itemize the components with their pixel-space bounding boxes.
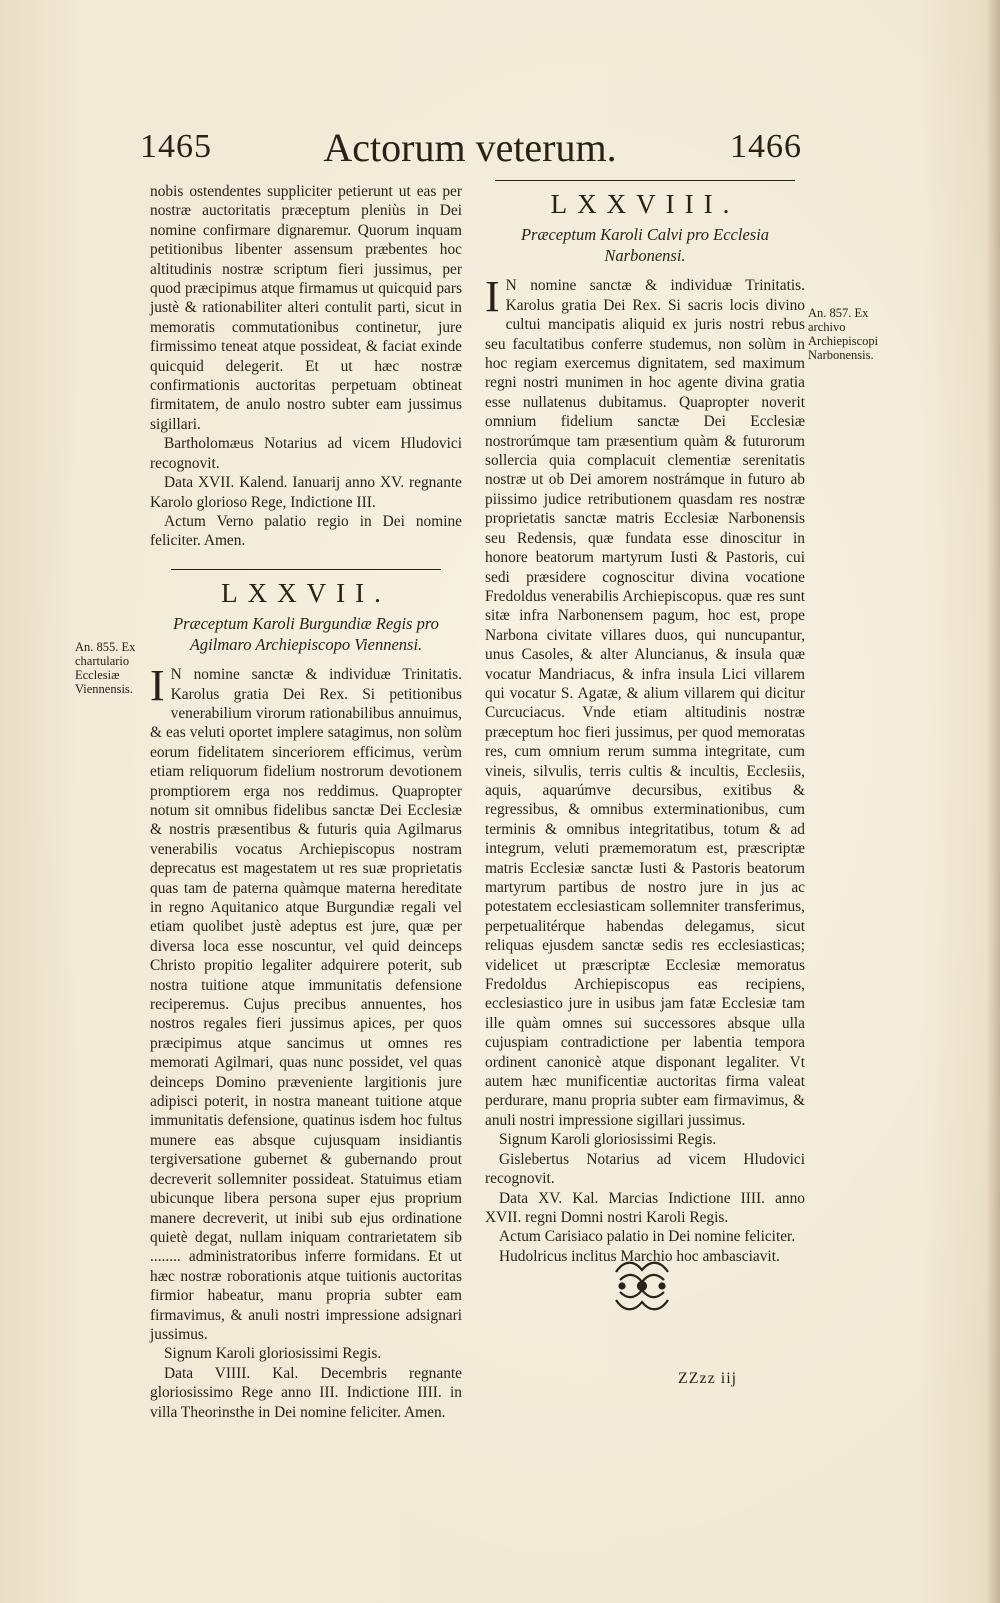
paragraph: nobis ostendentes suppliciter petierunt ut eas per nostræ auctoritatis præceptum pleniùs in Dei nomine confirmare dignaremur. Quorum inquam petitionibus libenter assensum præbentes hoc altitudinis nostræ scriptum fieri jussimus, per quod præcipimus atque firmamus ut quicquid pars justè & rationabiliter alteri contulit parti, sicut in memoratis commutationibus continetur, jure firmissimo teneat atque possideat, & faciat exinde quicquid delegerit. Et ut hæc nostræ confirmationis auctoritas perpetuam obtineat firmitatem, de anulo nostro subter eam jussimus sigillari. xyxy=(150,183,462,433)
paragraph: Gislebertus Notarius ad vicem Hludovici recognovit. xyxy=(485,1150,805,1188)
margin-note: An. 855. Ex chartulario Ecclesiæ Viennensis. xyxy=(75,640,136,696)
page-number-right: 1466 xyxy=(730,128,802,165)
page-number-left: 1465 xyxy=(140,128,212,165)
right-column xyxy=(485,180,805,1266)
paragraph: Bartholomæus Notarius ad vicem Hludovici recognovit. xyxy=(150,435,462,472)
section-title: Præceptum Karoli Burgundiæ Regis pro Agilmaro Archiepiscopo Viennensi. xyxy=(173,614,439,655)
section-number: LXXVII. xyxy=(221,577,391,608)
paragraph: Actum Carisiaco palatio in Dei nomine feliciter. xyxy=(499,1228,796,1246)
paragraph: Signum Karoli gloriosissimi Regis. xyxy=(499,1131,717,1149)
printer-ornament-icon xyxy=(612,1258,672,1314)
running-title: Actorum veterum. xyxy=(323,125,617,170)
charter-text xyxy=(150,661,462,1344)
charter-text xyxy=(485,272,805,1130)
page-edge-shadow xyxy=(986,0,1000,1603)
section-rule xyxy=(495,180,795,181)
drop-cap: I xyxy=(150,661,165,711)
drop-cap: I xyxy=(485,272,500,322)
section-number: LXXVIII. xyxy=(550,189,740,219)
paragraph: Data XV. Kal. Marcias Indictione IIII. anno XVII. regni Domni nostri Karoli Regis. xyxy=(485,1189,805,1226)
charter-body: N nomine sanctæ & individuæ Trinitatis. Karolus gratia Dei Rex. Si petitionibus venerabilium virorum rationabilibus annuimus, & eas veluti oportet implere satagimus, non solùm eorum fidelitatem sinceriorem efficimus, verùm etiam reliquorum fidelium nostrorum devotionem promptiorem erga nos reddimus. Quapropter notum sit omnibus fidelibus sanctæ Dei Ecclesiæ & nostris præsentibus & futuris quia Agilmarus venerabilis vocatus Archiepiscopus nostram deprecatus est magestatem ut res suæ proprietatis quas tam de paterna quàmque materna hereditate in regno Aquitanico atque Burgundiæ regali vel etiam quolibet justè adeptus est jure, quæ per diversa loca esse noscuntur, vel quid deinceps Christo propitio legaliter adquirere poterit, sub nostra tuitione atque immunitatis defensione reciperemus. Cujus precibus annuentes, hos nostros regales fieri jussimus apices, per quos præcipimus atque sancimus ut omnes res memorati Agilmari, quas nunc possidet, vel quas deinceps Domino præveniente largitionis jure adipisci poterit, in nostra maneant tuitione atque immunitatis defensione, quatinus isdem hoc fultus munere eas absque cujusquam insidiantis tergiversatione gubernet & gubernando prout decreverit sollemniter possideat. Statuimus etiam ubicunque libera persona super ejus proprium manere decreverit, ut inibi sub ejus ordinatione quietè degat, nullam iniquam contrarietatem sib ........ administratoribus inferre formidans. Et ut hæc nostræ roborationis atque tuitionis auctoritas firmior habeatur, manu propria subter eam firmavimus, & anuli nostri impressione adsignari jussimus. xyxy=(150,666,462,1343)
gathering-signature: ZZzz iij xyxy=(678,1370,738,1387)
left-column xyxy=(150,182,462,1422)
paragraph: Hudolricus inclitus Marchio hoc ambasciavit. xyxy=(499,1247,780,1265)
charter-body: N nomine sanctæ & individuæ Trinitatis. Karolus gratia Dei Rex. Si sacris locis divino cultui mancipatis aliquid ex juris nostri rebus seu facultatibus conferre studemus, non solùm in hoc regiam exercemus dignitatem, sed maximum regni nostri munimen in hoc agente divina gratia esse nullatenus dubitamus. Quapropter noverit omnium fidelium sanctæ Dei Ecclesiæ nostrorúmque tam præsentium quàm & futurorum sollercia quia complacuit clementiæ serenitatis nostræ ut ob Dei amorem nostrámque in futuro ab piissimo judice retributionem quasdam res nostræ proprietatis sanctæ matris Ecclesiæ Narbonensis seu Redensis, quæ fundata esse dinoscitur in honore beatorum martyrum Iusti & Pastoris, cui sedi præsidere cognoscitur divina vocatione Fredoldus venerabilis Archiepiscopus. quæ res sunt sitæ infra Narbonensem pagum, hoc est, prope Narbona civitate villares duos, qui nuncupantur, unus Casoles, & alter Aluncianus, & insula quæ vocatur Mandriacus, & infra insula Lici villarem qui vocatur S. Agatæ, & alium villarem qui dicitur Curcuciacus. Vnde etiam altitudinis nostræ præceptum hoc fieri jussimus, per quod memoratas res, cum omnium rerum summa integritate, cum vineis, silvulis, terris cultis & incultis, Ecclesiis, aquis, aquarúmve decursibus, exitibus & regressibus, & omnibus exterminationibus, cum terminis & omnibus integritatibus, totum & ad integrum, veluti præmemoratum est, præscriptæ matris Ecclesiæ sanctæ Iusti & Pastoris beatorum martyrum partibus de nostro jure in jus ac potestatem ecclesiasticam sollemniter transferimus, perpetualitérque habendas delegamus, sicut reliquas ejusdem sanctæ sedis res ecclesiasticas; videlicet ut præscriptæ Ecclesiæ memoratus Fredoldus Archiepiscopus eas recipiens, ecclesiastico jure in usibus jam fatæ Ecclesiæ tam ille quàm omnes sui successores absque ulla cujuspiam contradictione per labentia tempora ordinent canonicè atque disponant legaliter. Vt autem hæc munificentiæ auctoritas firma valeat perdurare, manu propria subter eam firmavimus, & anuli nostri impressione sigillari jussimus. xyxy=(485,277,805,1129)
section-title: Præceptum Karoli Calvi pro Ecclesia Narbonensi. xyxy=(520,225,770,266)
paragraph: Actum Verno palatio regio in Dei nomine feliciter. Amen. xyxy=(150,512,462,550)
margin-note: An. 857. Ex archivo Archiepiscopi Narbonensis. xyxy=(808,306,879,362)
paragraph: Signum Karoli gloriosissimi Regis. xyxy=(164,1345,382,1363)
paragraph: Data VIIII. Kal. Decembris regnante gloriosissimo Rege anno III. Indictione IIII. in villa Theorinsthe in Dei nomine feliciter. Amen. xyxy=(150,1364,462,1421)
paragraph: Data XVII. Kalend. Ianuarij anno XV. regnante Karolo glorioso Rege, Indictione III. xyxy=(150,474,462,511)
section-rule xyxy=(171,569,441,570)
